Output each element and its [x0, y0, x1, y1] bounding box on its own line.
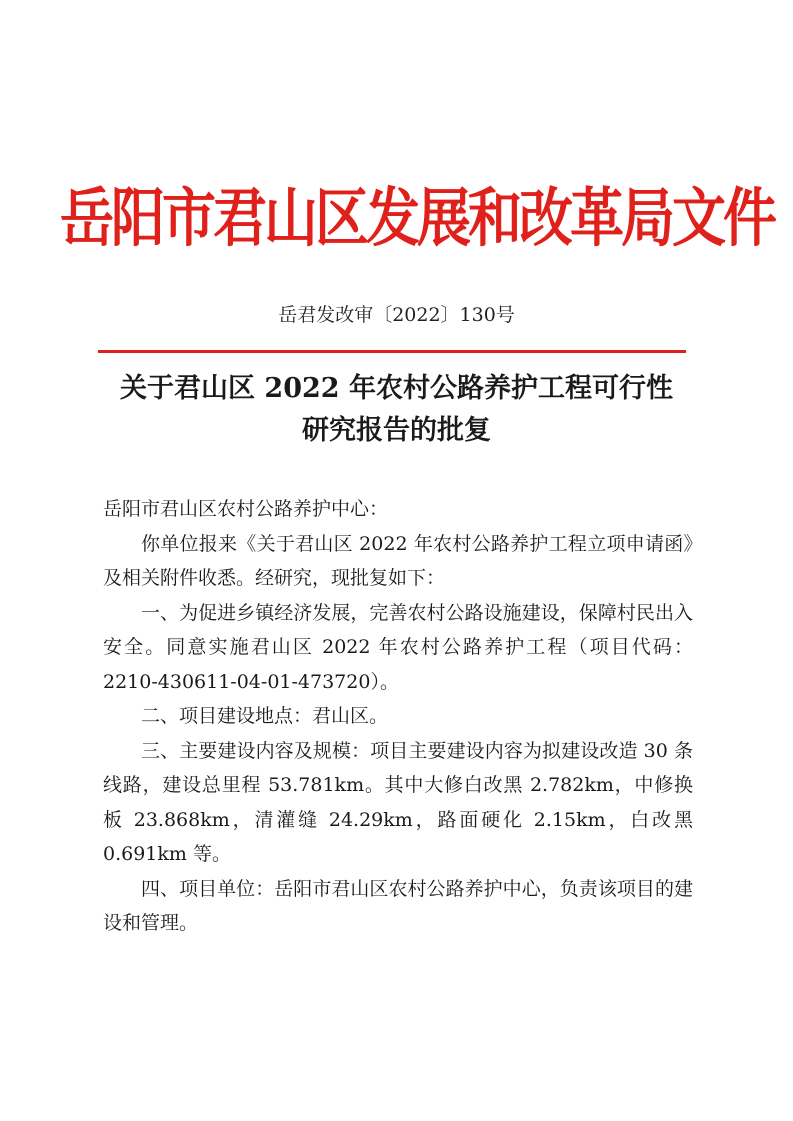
paragraph-intro: 你单位报来《关于君山区 2022 年农村公路养护工程立项申请函》及相关附件收悉。经研究，现批复如下： — [103, 532, 693, 589]
issuing-authority-header: 岳阳市君山区发展和改革局文件 — [60, 180, 774, 256]
subject-line-2: 研究报告的批复 — [302, 415, 491, 446]
document-subject — [60, 368, 733, 452]
document-number: 岳君发改审〔2022〕130号 — [278, 304, 515, 326]
paragraph-item-3: 三、主要建设内容及规模：项目主要建设内容为拟建设改造 30 条线路，建设总里程 53.781km。其中大修白改黑 2.782km，中修换板 23.868km，清灌缝 24.29km，路面硬化 2.15km，白改黑 0.691km 等。 — [103, 739, 693, 865]
paragraph-item-1: 一、为促进乡镇经济发展，完善农村公路设施建设，保障村民出入安全。同意实施君山区 2022 年农村公路养护工程（项目代码：2210-430611-04-01-473720）。 — [103, 601, 693, 693]
red-divider-line — [98, 350, 686, 353]
subject-line-1: 关于君山区 2022 年农村公路养护工程可行性 — [120, 373, 673, 404]
paragraph-item-2: 二、项目建设地点：君山区。 — [141, 705, 389, 727]
document-body — [103, 492, 693, 941]
addressee: 岳阳市君山区农村公路养护中心： — [103, 498, 389, 520]
paragraph-item-4: 四、项目单位：岳阳市君山区农村公路养护中心，负责该项目的建设和管理。 — [103, 877, 693, 934]
